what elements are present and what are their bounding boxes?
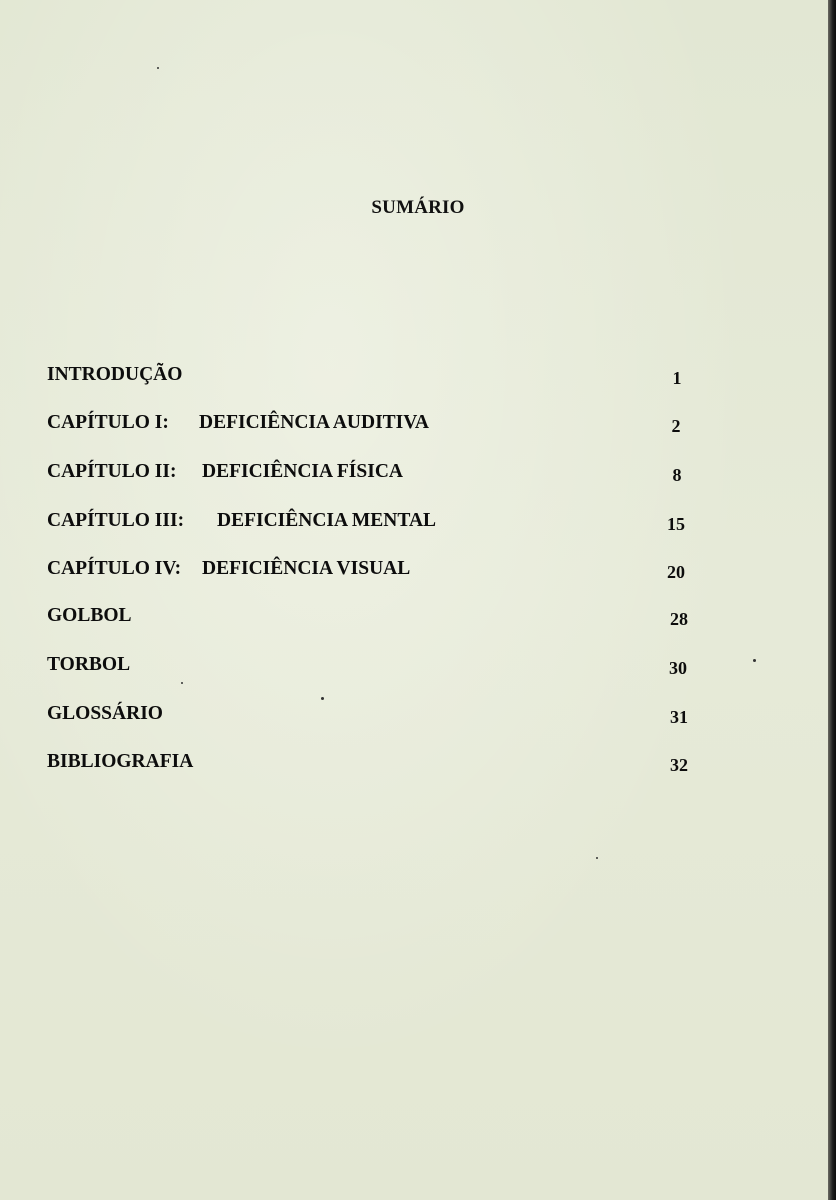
toc-entry-capitulo-4 [47,558,828,586]
toc-entry-label: TORBOL [47,654,131,675]
toc-entry-page: 1 [672,368,682,388]
paper-speck [157,67,159,69]
toc-entry-golbol [47,605,828,633]
toc-entry-page: 32 [670,755,688,775]
toc-entry-page: 30 [669,658,687,678]
page-edge-shadow [828,0,836,1200]
paper-speck [181,682,183,684]
toc-entry-page: 15 [667,514,685,534]
toc-entry-glossario [47,703,828,731]
toc-entry-page: 2 [671,416,681,436]
toc-entry-label: INTRODUÇÃO [47,364,183,385]
toc-entry-introducao [47,364,828,392]
toc-entry-page: 31 [670,707,688,727]
toc-entry-capitulo-2 [47,461,828,489]
toc-entry-title: DEFICIÊNCIA AUDITIVA [199,412,429,433]
toc-entry-label: GLOSSÁRIO [47,703,163,724]
toc-entry-capitulo-1 [47,412,828,440]
toc-entry-bibliografia [47,751,828,779]
paper-speck [596,857,598,859]
toc-entry-label: CAPÍTULO II: [47,461,177,482]
toc-entry-title: DEFICIÊNCIA VISUAL [202,558,411,579]
paper-speck [321,697,324,700]
toc-entry-title: DEFICIÊNCIA MENTAL [217,510,437,531]
toc-entry-label: GOLBOL [47,605,132,626]
paper-speck [753,659,756,662]
toc-entry-title: DEFICIÊNCIA FÍSICA [202,461,403,482]
toc-entry-page: 20 [667,562,685,582]
document-title: SUMÁRIO [371,197,465,218]
toc-entry-label: CAPÍTULO III: [47,510,185,531]
toc-entry-torbol [47,654,828,682]
toc-entry-label: CAPÍTULO IV: [47,558,182,579]
toc-entry-label: BIBLIOGRAFIA [47,751,194,772]
toc-entry-page: 8 [672,465,682,485]
toc-entry-label: CAPÍTULO I: [47,412,169,433]
toc-entry-capitulo-3 [47,510,828,538]
toc-entry-page: 28 [670,609,688,629]
